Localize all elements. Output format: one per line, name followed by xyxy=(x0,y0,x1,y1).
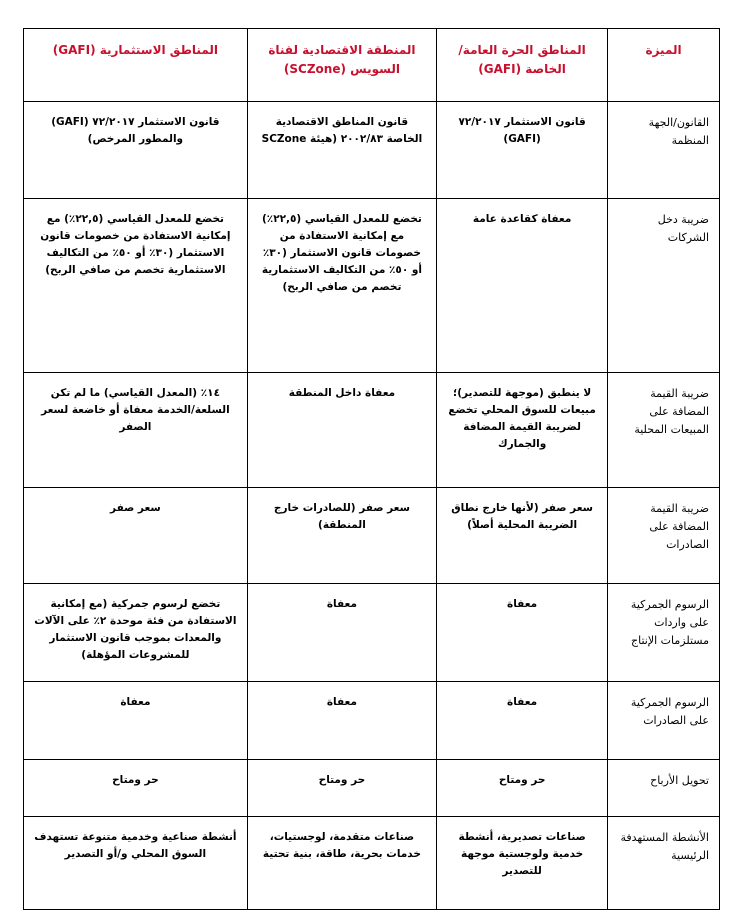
cell-sczone: سعر صفر (للصادرات خارج المنطقة) xyxy=(247,488,436,584)
table-row xyxy=(24,760,720,817)
cell-investment-zones: تخضع لرسوم جمركية (مع إمكانية الاستفادة من فئة موحدة ٢٪ على الآلات والمعدات بموجب قانون الاستثمار للمشروعات المؤهلة) xyxy=(24,584,248,682)
header-sczone: المنطقة الاقتصادية لقناة السويس (SCZone) xyxy=(247,29,436,102)
row-feature: ضريبة القيمة المضافة على الصادرات xyxy=(608,488,720,584)
cell-sczone: معفاة xyxy=(247,682,436,760)
header-row xyxy=(24,29,720,102)
cell-free-zones: صناعات تصديرية، أنشطة خدمية ولوجستية موجهة للتصدير xyxy=(437,817,608,910)
comparison-table xyxy=(23,28,720,910)
cell-free-zones: قانون الاستثمار ٧٢/٢٠١٧ (GAFI) xyxy=(437,102,608,199)
cell-sczone: معفاة داخل المنطقة xyxy=(247,373,436,488)
cell-sczone: تخضع للمعدل القياسي (٢٢,٥٪) مع إمكانية الاستفادة من خصومات قانون الاستثمار (٣٠٪ أو ٥٠٪ من التكاليف الاستثمارية تخصم من صافي الربح) xyxy=(247,199,436,373)
header-investment-zones: المناطق الاستثمارية (GAFI) xyxy=(24,29,248,102)
cell-investment-zones: تخضع للمعدل القياسي (٢٢,٥٪) مع إمكانية الاستفادة من خصومات قانون الاستثمار (٣٠٪ أو ٥٠٪ من التكاليف الاستثمارية تخصم من صافي الربح) xyxy=(24,199,248,373)
row-feature: تحويل الأرباح xyxy=(608,760,720,817)
cell-sczone: صناعات متقدمة، لوجستيات، خدمات بحرية، طاقة، بنية تحتية xyxy=(247,817,436,910)
table-row xyxy=(24,682,720,760)
row-feature: ضريبة دخل الشركات xyxy=(608,199,720,373)
table-row xyxy=(24,373,720,488)
cell-investment-zones: أنشطة صناعية وخدمية متنوعة تستهدف السوق المحلي و/أو التصدير xyxy=(24,817,248,910)
row-feature: الرسوم الجمركية على واردات مستلزمات الإنتاج xyxy=(608,584,720,682)
cell-sczone: قانون المناطق الاقتصادية الخاصة ٢٠٠٢/٨٣ (هيئة SCZone xyxy=(247,102,436,199)
cell-investment-zones: سعر صفر xyxy=(24,488,248,584)
cell-free-zones: لا ينطبق (موجهة للتصدير)؛ مبيعات للسوق المحلي تخضع لضريبة القيمة المضافة والجمارك xyxy=(437,373,608,488)
cell-sczone: حر ومتاح xyxy=(247,760,436,817)
cell-free-zones: معفاة xyxy=(437,584,608,682)
header-feature: الميزة xyxy=(608,29,720,102)
cell-investment-zones: حر ومتاح xyxy=(24,760,248,817)
cell-free-zones: معفاة كقاعدة عامة xyxy=(437,199,608,373)
table-row xyxy=(24,199,720,373)
table-row xyxy=(24,817,720,910)
cell-free-zones: حر ومتاح xyxy=(437,760,608,817)
cell-investment-zones: قانون الاستثمار ٧٢/٢٠١٧ (GAFI) والمطور المرخص) xyxy=(24,102,248,199)
row-feature: القانون/الجهة المنظمة xyxy=(608,102,720,199)
table-row xyxy=(24,488,720,584)
header-free-zones: المناطق الحرة العامة/الخاصة (GAFI) xyxy=(437,29,608,102)
table-row xyxy=(24,584,720,682)
table-row xyxy=(24,102,720,199)
cell-free-zones: معفاة xyxy=(437,682,608,760)
row-feature: ضريبة القيمة المضافة على المبيعات المحلية xyxy=(608,373,720,488)
cell-sczone: معفاة xyxy=(247,584,436,682)
row-feature: الأنشطة المستهدفة الرئيسية xyxy=(608,817,720,910)
cell-free-zones: سعر صفر (لأنها خارج نطاق الضريبة المحلية أصلاً) xyxy=(437,488,608,584)
row-feature: الرسوم الجمركية على الصادرات xyxy=(608,682,720,760)
cell-investment-zones: معفاة xyxy=(24,682,248,760)
cell-investment-zones: ١٤٪ (المعدل القياسي) ما لم تكن السلعة/الخدمة معفاة أو خاضعة لسعر الصفر xyxy=(24,373,248,488)
